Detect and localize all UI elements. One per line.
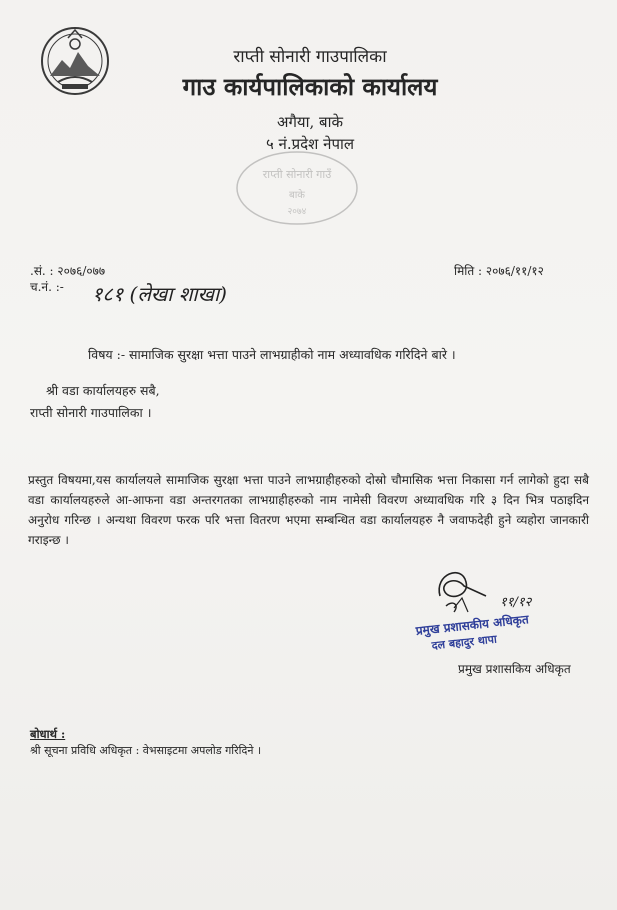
- subject-line: विषय :- सामाजिक सुरक्षा भत्ता पाउने लाभग्राहीको नाम अध्यावधिक गरिदिने बारे ।: [88, 347, 456, 362]
- bodharth-label: बोधार्थ :: [30, 727, 66, 741]
- stamp-text-3: २०७४: [287, 207, 307, 217]
- stamp-title: प्रमुख प्रशासकीय अधिकृत: [415, 612, 530, 639]
- government-emblem-icon: [40, 26, 110, 96]
- stamp-name: दल बहादुर थापा: [431, 632, 498, 653]
- dispatch-prefix: च.नं. :-: [30, 280, 64, 294]
- official-signature: [404, 556, 574, 660]
- office-title: गाउ कार्यपालिकाको कार्यालय: [182, 72, 438, 101]
- stamp-text-1: राप्ती सोनारी गाउँ: [262, 168, 332, 181]
- recipient-line-2: राप्ती सोनारी गाउपालिका ।: [30, 405, 152, 420]
- recipient-line-1: श्री वडा कार्यालयहरु सबै,: [46, 383, 160, 398]
- signatory-role: प्रमुख प्रशासकिय अधिकृत: [458, 662, 571, 676]
- signature-date: ११/१२: [500, 595, 532, 610]
- stamp-text-2: बाके: [289, 190, 305, 201]
- office-round-stamp: [232, 148, 362, 228]
- province-line: ५ नं.प्रदेश नेपाल: [265, 135, 355, 153]
- municipality-name: राप्ती सोनारी गाउपालिका: [233, 47, 387, 67]
- letter-body: प्रस्तुत विषयमा,यस कार्यालयले सामाजिक सुरक्षा भत्ता पाउने लाभग्राहीहरुको दोस्रो चौमासिक भत्ता निकासा गर्न लागेको हुदा सबै वडा कार्यालयहरुले आ-आफना वडा अन्तरगतका लाभग्राहीहरुको नाम नामेसी विवरण अध्यावधिक गरि ३ दिन भित्र पठाइदिन अनुरोध गरिन्छ । अन्यथा विवरण फरक परि भत्ता वितरण भएमा सम्बन्धित वडा कार्यालयहरु नै जवाफदेही हुने व्यहोरा जानकारी गराइन्छ ।: [28, 473, 589, 547]
- fiscal-year: .सं. : २०७६/०७७: [30, 264, 106, 278]
- bodharth-text: श्री सूचना प्रविधि अधिकृत : वेभसाइटमा अपलोड गरिदिने ।: [30, 744, 262, 757]
- office-location: अगैया, बाके: [277, 113, 343, 131]
- dispatch-number-handwritten: १८१ (लेखा शाखा): [92, 282, 227, 306]
- letter-date: मिति : २०७६/११/१२: [454, 264, 544, 278]
